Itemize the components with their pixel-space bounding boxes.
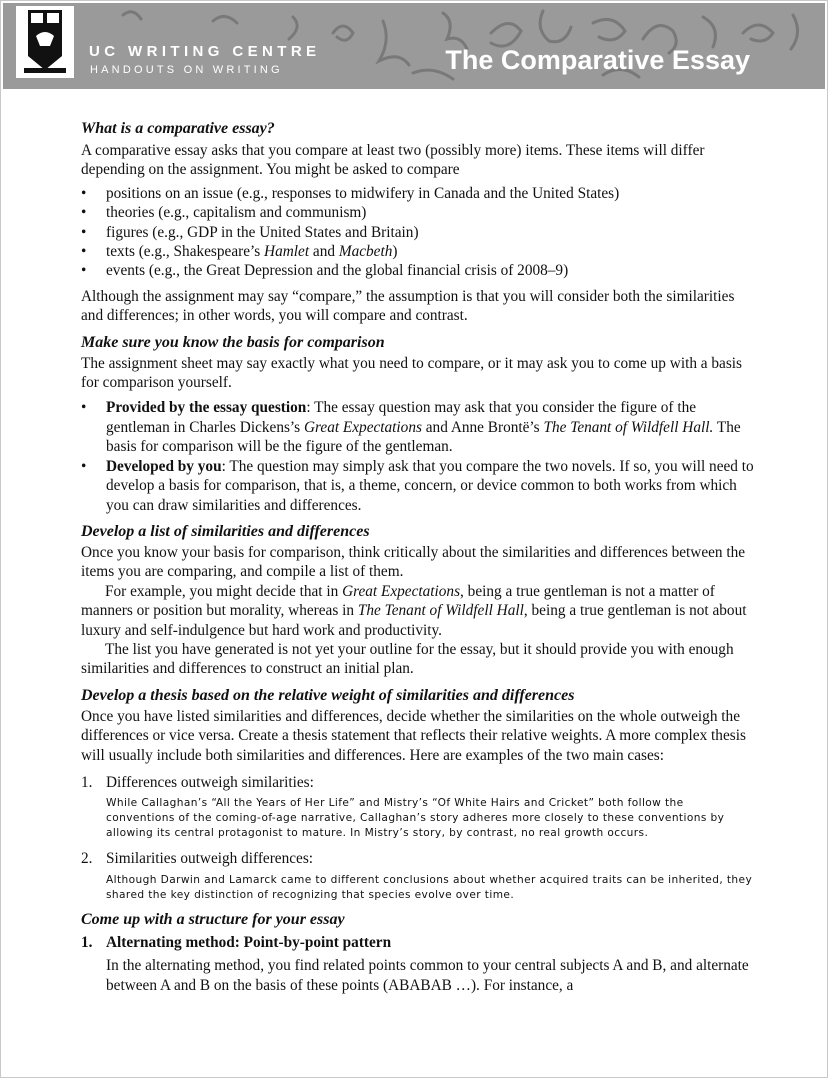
paragraph: Once you have listed similarities and differences, decide whether the similarities on the whole outweigh the differences or vice versa. Create a thesis statement that reflects their relative weights. A more complex thesis will usually include both similarities and differences. Here are examples of the two main cases: <box>81 707 746 764</box>
org-name: UC WRITING CENTRE <box>89 43 321 60</box>
paragraph: Although the assignment may say “compare,” the assumption is that you will consider both the similarities and differences; in other words, you will compare and contrast. <box>81 287 735 325</box>
list-item <box>81 242 756 261</box>
list-item <box>81 398 756 456</box>
list-item <box>81 457 756 515</box>
bullet-list <box>81 184 756 281</box>
paragraph: In the alternating method, you find related points common to your central subjects A and B, and alternate between A and B on the basis of these points (ABABAB …). For instance, a <box>106 957 749 994</box>
example-text: Although Darwin and Lamarck came to different conclusions about whether acquired traits can be inherited, they shared the key distinction of recognizing that species evolve over time. <box>106 873 753 901</box>
section-heading: Develop a thesis based on the relative weight of similarities and differences <box>81 686 575 704</box>
section-heading: What is a comparative essay? <box>81 120 275 137</box>
item-label: Similarities outweigh differences: <box>106 850 314 868</box>
bold-lead: Developed by you <box>106 457 222 475</box>
item-label: Differences outweigh similarities: <box>106 773 314 791</box>
numbered-item <box>81 773 756 841</box>
item-label: Alternating method: Point-by-point pattern <box>106 933 392 951</box>
paragraph: Once you know your basis for comparison, think critically about the similarities and differences between the items you are comparing, and compile a list of them. <box>81 543 746 581</box>
italic-title: Macbeth <box>338 243 393 261</box>
document-title: The Comparative Essay <box>445 45 750 75</box>
text-run: and Anne Brontë’s <box>421 418 544 436</box>
document-body <box>81 118 756 995</box>
paragraph: The assignment sheet may say exactly what you need to compare, or it may ask you to come up with a basis for comparison yourself. <box>81 354 742 392</box>
section-heading: Make sure you know the basis for comparison <box>81 333 385 351</box>
text-run: , being a true gentleman is not a matter of manners or position but morality, whereas in <box>81 582 715 620</box>
text-run: , being a true gentleman is not about luxury and self-indulgence but hard work and productivity. <box>81 602 747 639</box>
italic-title: Great Expectations <box>342 582 461 600</box>
list-item: • theories (e.g., capitalism and communism) <box>81 203 756 222</box>
paragraph: The list you have generated is not yet your outline for the essay, but it should provide you with enough similarities and differences to construct an initial plan. <box>81 640 734 678</box>
paragraph: A comparative essay asks that you compare at least two (possibly more) items. These items will differ depending on the assignment. You might be asked to compare <box>81 142 705 179</box>
item-number: 1. <box>81 773 93 791</box>
list-item: • figures (e.g., GDP in the United States and Britain) <box>81 223 756 242</box>
org-subtitle: HANDOUTS ON WRITING <box>90 64 283 76</box>
italic-title: The Tenant of Wildfell Hall <box>357 602 524 620</box>
numbered-item <box>81 849 756 902</box>
italic-title: Hamlet <box>264 243 310 261</box>
bold-lead: Provided by the essay question <box>106 399 307 417</box>
italic-title: Great Expectations <box>303 418 422 436</box>
university-crest-logo <box>16 6 74 78</box>
paragraph <box>81 582 756 640</box>
item-number: 1. <box>81 933 93 951</box>
text-run: : The essay question may ask that you consider the figure of the gentleman in Charles Dickens’s <box>106 399 697 436</box>
italic-title: The Tenant of Wildfell Hall. <box>543 418 714 436</box>
list-item: • positions on an issue (e.g., responses to midwifery in Canada and the United States) <box>81 184 756 203</box>
text-run: : The question may simply ask that you compare the two novels. If so, you will need to develop a basis for comparison, that is, a theme, concern, or device common to both works from which you can draw similarities and differences. <box>106 457 754 514</box>
header-banner <box>3 3 825 89</box>
text-run: For example, you might decide that in <box>105 582 343 600</box>
text-run: The basis for comparison will be the figure of the gentleman. <box>106 418 741 456</box>
text-run: texts (e.g., Shakespeare’s <box>106 243 265 261</box>
section-heading: Develop a list of similarities and differences <box>81 522 370 540</box>
item-number: 2. <box>81 850 93 868</box>
text-run: and <box>309 243 339 261</box>
text-run: ) <box>392 243 398 261</box>
numbered-item <box>81 933 756 995</box>
example-text: While Callaghan’s “All the Years of Her Life” and Mistry’s “Of White Hairs and Cricket” both follow the conventions of the coming-of-age narrative, Callaghan’s story adheres more closely to these conventions by allowing its central protagonist to mature. In Mistry’s story, by contrast, no real growth occurs. <box>106 797 725 840</box>
list-item: • events (e.g., the Great Depression and the global financial crisis of 2008–9) <box>81 261 756 280</box>
section-heading: Come up with a structure for your essay <box>81 910 345 928</box>
bullet-list <box>81 398 756 514</box>
